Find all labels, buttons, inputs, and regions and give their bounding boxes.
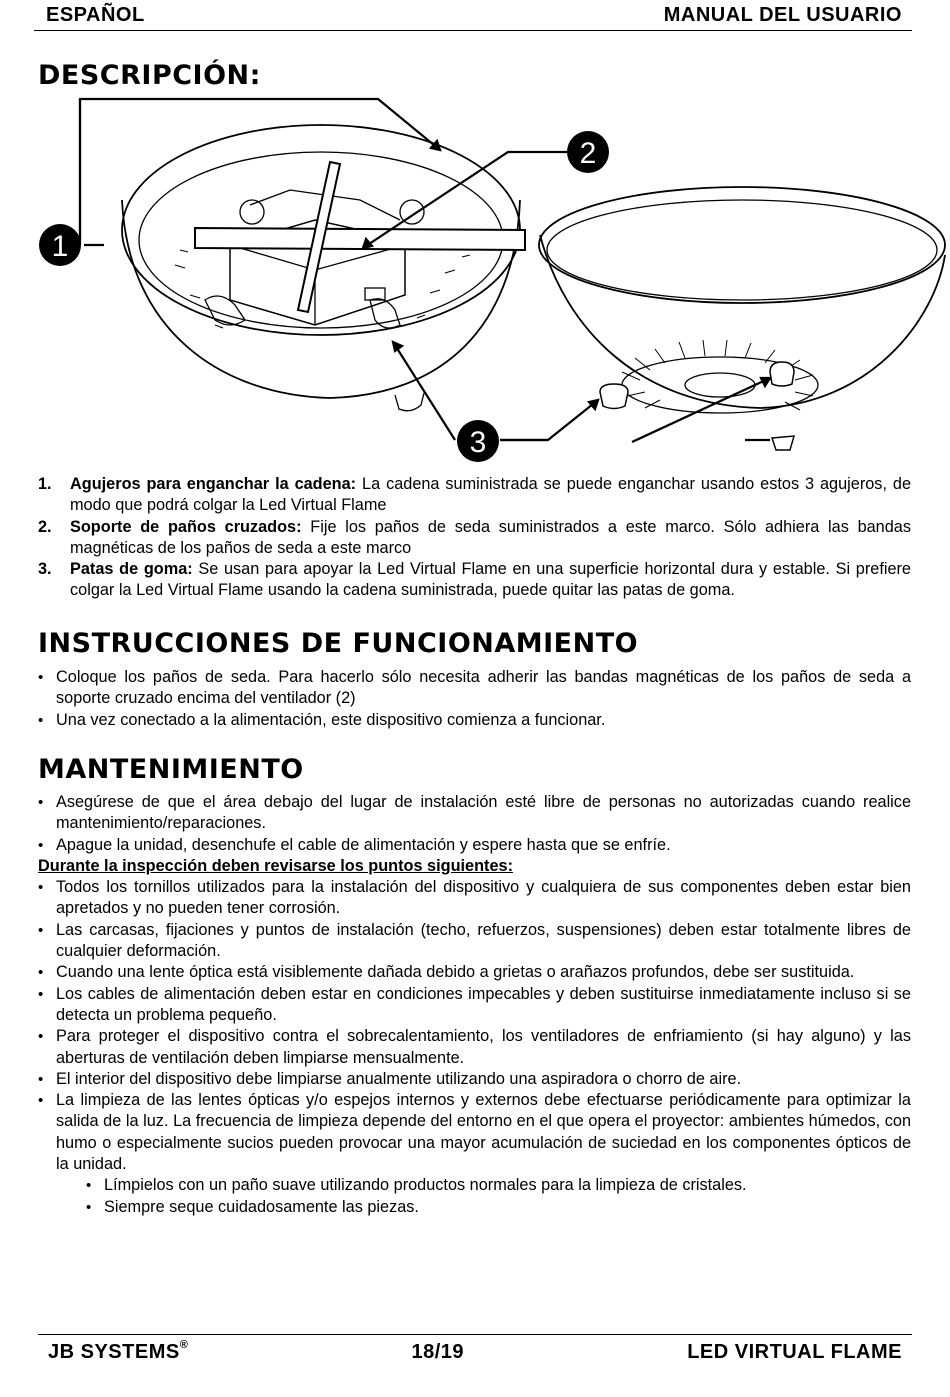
inspection-item: • Todos los tornillos utilizados para la instalación del dispositivo y cualquiera de sus componentes deben estar bien apretados y no pueden tener corrosión. xyxy=(38,877,911,920)
product-diagram xyxy=(0,95,950,465)
item-term: Soporte de paños cruzados: xyxy=(70,517,302,536)
description-item xyxy=(38,559,911,602)
right-dome-shell xyxy=(540,235,945,408)
item-number: 1. xyxy=(38,475,52,493)
page-number: 18/19 xyxy=(411,1341,465,1363)
inspection-list xyxy=(38,877,911,1175)
operation-item: • Coloque los paños de seda. Para hacerlo sólo necesita adherir las bandas magnéticas de los paños de seda a soporte cruzado encima del ventilador (2) xyxy=(38,667,911,710)
rubber-foot xyxy=(600,384,628,409)
item-number: 2. xyxy=(38,517,52,536)
item-text: Fije los paños de seda suministrados a este marco. Sólo adhiera las bandas magnéticas de los paños de seda a este marco xyxy=(70,517,911,557)
operation-list xyxy=(38,667,911,731)
maintenance-list xyxy=(38,792,911,856)
item-number: 3. xyxy=(38,560,52,579)
page-header xyxy=(34,0,912,31)
item-term: Patas de goma: xyxy=(70,560,193,579)
description-list xyxy=(38,474,911,602)
item-text: La cadena suministrada se puede enganchar usando estos 3 agujeros, de modo que podrá colgar la Led Virtual Flame xyxy=(70,475,911,515)
registered-mark: ® xyxy=(179,1339,189,1351)
inspection-item: • El interior del dispositivo debe limpiarse anualmente utilizando una aspiradora o chorro de aire. xyxy=(38,1069,911,1090)
cleaning-sublist xyxy=(38,1175,911,1218)
description-heading: DESCRIPCIÓN: xyxy=(38,60,261,91)
operation-item: • Una vez conectado a la alimentación, este dispositivo comienza a funcionar. xyxy=(38,710,911,731)
description-item xyxy=(38,517,911,560)
footer-product: LED VIRTUAL FLAME xyxy=(687,1341,902,1363)
inspection-item: • La limpieza de las lentes ópticas y/o espejos internos y externos debe efectuarse periódicamente para optimizar la salida de la luz. La frecuencia de limpieza depende del entorno en el que opera el proyector: ambientes húmedos, con humo o especialmente sucios pueden provocar una mayor acumulación de suciedad en los componentes ópticos de la unidad. xyxy=(38,1090,911,1175)
inspection-item: • Los cables de alimentación deben estar en condiciones impecables y deben sustituirse inmediatamente incluso si se detecta un problema pequeño. xyxy=(38,984,911,1027)
inspection-item: • Para proteger el dispositivo contra el sobrecalentamiento, los ventiladores de enfriamiento (si hay alguno) y las aberturas de ventilación deben limpiarse mensualmente. xyxy=(38,1026,911,1069)
brand-name: JB SYSTEMS xyxy=(48,1341,180,1363)
item-text: Se usan para apoyar la Led Virtual Flame en una superficie horizontal dura y estable. Si prefiere colgar la Led Virtual Flame usando la cadena suministrada, puede quitar las patas de goma. xyxy=(70,560,911,600)
inspection-item: • Cuando una lente óptica está visiblemente dañada debido a grietas o arañazos profundos, debe ser sustituida. xyxy=(38,962,911,983)
header-manual-title: MANUAL DEL USUARIO xyxy=(663,4,902,26)
callout-1: 1 xyxy=(51,230,69,263)
rubber-foot-outline xyxy=(772,436,794,450)
description-item xyxy=(38,474,911,517)
maintenance-heading: MANTENIMIENTO xyxy=(38,754,304,785)
maintenance-item: • Apague la unidad, desenchufe el cable de alimentación y espere hasta que se enfríe. xyxy=(38,835,911,856)
header-language: ESPAÑOL xyxy=(46,4,145,26)
operation-heading: INSTRUCCIONES DE FUNCIONAMIENTO xyxy=(38,628,639,659)
maintenance-body xyxy=(38,792,911,1218)
inspection-item: • Las carcasas, fijaciones y puntos de instalación (techo, refuerzos, suspensiones) deben estar totalmente libres de cualquier deformación. xyxy=(38,920,911,963)
right-dome-rim xyxy=(539,187,945,303)
footer-brand xyxy=(48,1341,188,1364)
maintenance-item: • Asegúrese de que el área debajo del lugar de instalación esté libre de personas no autorizadas cuando realice mantenimiento/reparaciones. xyxy=(38,792,911,835)
item-term: Agujeros para enganchar la cadena: xyxy=(70,475,357,493)
inspection-heading: Durante la inspección deben revisarse los puntos siguientes: xyxy=(38,856,514,875)
cleaning-subitem: • Límpielos con un paño suave utilizando productos normales para la limpieza de cristales. xyxy=(86,1175,911,1196)
page-footer xyxy=(38,1334,912,1364)
callout-3: 3 xyxy=(469,426,487,459)
callout-2: 2 xyxy=(579,137,597,170)
cleaning-subitem: • Siempre seque cuidadosamente las piezas. xyxy=(86,1197,911,1218)
